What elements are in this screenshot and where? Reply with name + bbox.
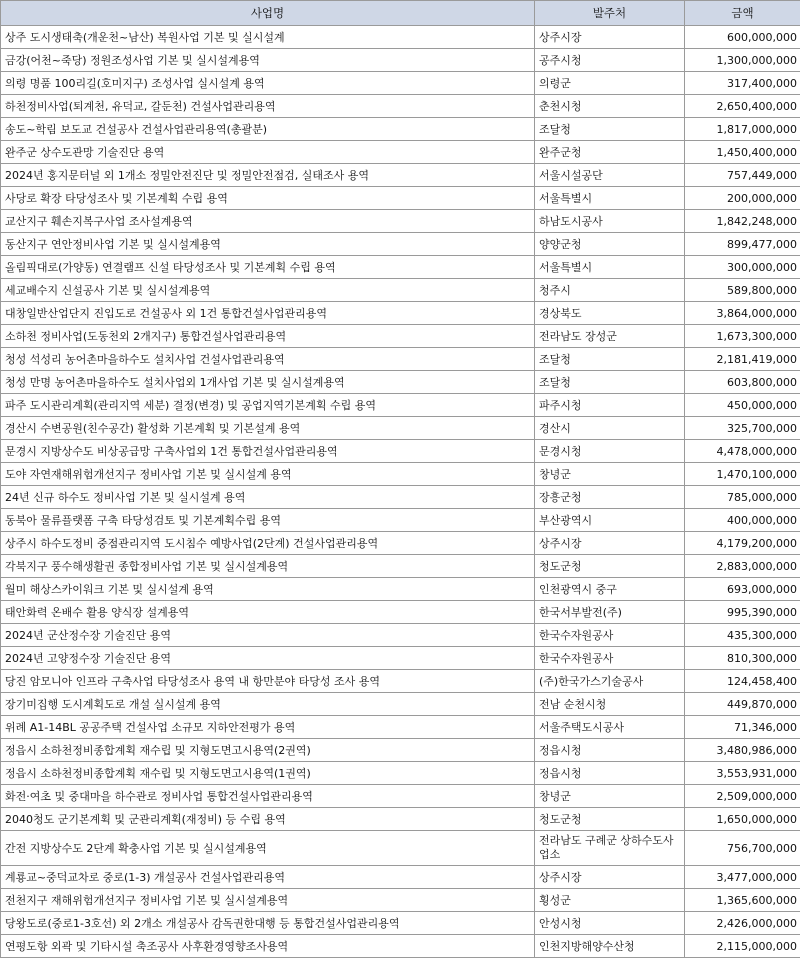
table-row: [1, 210, 800, 233]
amount-cell: 200,000,000: [685, 187, 800, 210]
project-name-cell: 경산시 수변공원(친수공간) 활성화 기본계획 및 기본설계 용역: [1, 417, 535, 440]
project-name-cell: 장기미집행 도시계획도로 개설 실시설계 용역: [1, 693, 535, 716]
amount-cell: 785,000,000: [685, 486, 800, 509]
client-cell: 전라남도 장성군: [535, 325, 685, 348]
project-name-cell: 의령 명품 100리길(호미지구) 조성사업 실시설계 용역: [1, 72, 535, 95]
column-header-client[interactable]: 발주처: [535, 1, 685, 26]
project-name-cell: 문경시 지방상수도 비상공급망 구축사업외 1건 통합건설사업관리용역: [1, 440, 535, 463]
amount-cell: 449,870,000: [685, 693, 800, 716]
amount-cell: 2,426,000,000: [685, 912, 800, 935]
client-cell: 완주군청: [535, 141, 685, 164]
project-name-cell: 전천지구 재해위험개선지구 정비사업 기본 및 실시설계용역: [1, 889, 535, 912]
client-cell: 창녕군: [535, 463, 685, 486]
project-name-cell: 화전·여초 및 중대마을 하수관로 정비사업 통합건설사업관리용역: [1, 785, 535, 808]
table-row: [1, 762, 800, 785]
amount-cell: 400,000,000: [685, 509, 800, 532]
client-cell: 인천지방해양수산청: [535, 935, 685, 958]
client-cell: 안성시청: [535, 912, 685, 935]
client-cell: 문경시청: [535, 440, 685, 463]
client-cell: 공주시청: [535, 49, 685, 72]
client-cell: 양양군청: [535, 233, 685, 256]
project-name-cell: 정읍시 소하천정비종합계획 재수립 및 지형도면고시용역(2권역): [1, 739, 535, 762]
client-cell: 부산광역시: [535, 509, 685, 532]
amount-cell: 1,842,248,000: [685, 210, 800, 233]
client-cell: 정읍시청: [535, 739, 685, 762]
table-row: [1, 578, 800, 601]
amount-cell: 4,179,200,000: [685, 532, 800, 555]
amount-cell: 1,650,000,000: [685, 808, 800, 831]
project-name-cell: 하천정비사업(퇴계천, 유덕교, 갈둔천) 건설사업관리용역: [1, 95, 535, 118]
amount-cell: 600,000,000: [685, 26, 800, 49]
amount-cell: 1,300,000,000: [685, 49, 800, 72]
project-name-cell: 세교배수지 신설공사 기본 및 실시설계용역: [1, 279, 535, 302]
amount-cell: 2,650,400,000: [685, 95, 800, 118]
client-cell: 하남도시공사: [535, 210, 685, 233]
amount-cell: 2,883,000,000: [685, 555, 800, 578]
amount-cell: 995,390,000: [685, 601, 800, 624]
project-name-cell: 상주 도시생태축(개운천~남산) 복원사업 기본 및 실시설계: [1, 26, 535, 49]
client-cell: 한국서부발전(주): [535, 601, 685, 624]
client-cell: 조달청: [535, 348, 685, 371]
table-row: [1, 486, 800, 509]
client-cell: 청도군청: [535, 555, 685, 578]
table-row: [1, 624, 800, 647]
amount-cell: 2,509,000,000: [685, 785, 800, 808]
table-row: [1, 647, 800, 670]
client-cell: 서울시설공단: [535, 164, 685, 187]
amount-cell: 810,300,000: [685, 647, 800, 670]
project-name-cell: 간전 지방상수도 2단계 확충사업 기본 및 실시설계용역: [1, 831, 535, 866]
table-row: [1, 118, 800, 141]
table-row: [1, 670, 800, 693]
amount-cell: 435,300,000: [685, 624, 800, 647]
project-name-cell: 2024년 홍지문터널 외 1개소 정밀안전진단 및 정밀안전점검, 실태조사 용역: [1, 164, 535, 187]
client-cell: 상주시장: [535, 532, 685, 555]
amount-cell: 4,478,000,000: [685, 440, 800, 463]
client-cell: (주)한국가스기술공사: [535, 670, 685, 693]
project-name-cell: 상주시 하수도정비 중점관리지역 도시침수 예방사업(2단계) 건설사업관리용역: [1, 532, 535, 555]
amount-cell: 757,449,000: [685, 164, 800, 187]
table-row: [1, 187, 800, 210]
table-row: [1, 739, 800, 762]
client-cell: 인천광역시 중구: [535, 578, 685, 601]
project-name-cell: 올림픽대로(가양동) 연결램프 신설 타당성조사 및 기본계획 수립 용역: [1, 256, 535, 279]
project-name-cell: 동북아 물류플랫폼 구축 타당성검토 및 기본계획수립 용역: [1, 509, 535, 532]
project-name-cell: 연평도항 외곽 및 기타시설 축조공사 사후환경영향조사용역: [1, 935, 535, 958]
table-row: [1, 164, 800, 187]
project-name-cell: 당왕도로(중로1-3호선) 외 2개소 개설공사 감독권한대행 등 통합건설사업관리용역: [1, 912, 535, 935]
table-row: [1, 325, 800, 348]
client-cell: 서울특별시: [535, 256, 685, 279]
table-row: [1, 808, 800, 831]
amount-cell: 124,458,400: [685, 670, 800, 693]
amount-cell: 71,346,000: [685, 716, 800, 739]
table-header: [1, 1, 800, 26]
client-cell: 춘천시청: [535, 95, 685, 118]
table-row: [1, 532, 800, 555]
table-row: [1, 601, 800, 624]
client-cell: 창녕군: [535, 785, 685, 808]
table-row: [1, 716, 800, 739]
project-name-cell: 대창일반산업단지 진입도로 건설공사 외 1건 통합건설사업관리용역: [1, 302, 535, 325]
client-cell: 청도군청: [535, 808, 685, 831]
project-name-cell: 2024년 고양정수장 기술진단 용역: [1, 647, 535, 670]
project-name-cell: 월미 해상스카이워크 기본 및 실시설계 용역: [1, 578, 535, 601]
project-name-cell: 청성 석성리 농어촌마을하수도 설치사업 건설사업관리용역: [1, 348, 535, 371]
project-name-cell: 태안화력 온배수 활용 양식장 설계용역: [1, 601, 535, 624]
table-row: [1, 555, 800, 578]
client-cell: 서울특별시: [535, 187, 685, 210]
table-row: [1, 831, 800, 866]
table-row: [1, 417, 800, 440]
project-name-cell: 교산지구 훼손지복구사업 조사설계용역: [1, 210, 535, 233]
table-row: [1, 935, 800, 958]
project-name-cell: 동산지구 연안정비사업 기본 및 실시설계용역: [1, 233, 535, 256]
amount-cell: 325,700,000: [685, 417, 800, 440]
amount-cell: 2,115,000,000: [685, 935, 800, 958]
amount-cell: 3,553,931,000: [685, 762, 800, 785]
client-cell: 서울주택도시공사: [535, 716, 685, 739]
amount-cell: 1,817,000,000: [685, 118, 800, 141]
project-name-cell: 사당로 확장 타당성조사 및 기본계획 수립 용역: [1, 187, 535, 210]
client-cell: 전라남도 구례군 상하수도사업소: [535, 831, 685, 866]
project-name-cell: 완주군 상수도관망 기술진단 용역: [1, 141, 535, 164]
project-name-cell: 소하천 정비사업(도동천외 2개지구) 통합건설사업관리용역: [1, 325, 535, 348]
table-row: [1, 26, 800, 49]
amount-cell: 2,181,419,000: [685, 348, 800, 371]
project-name-cell: 계룡교~중덕교차로 중로(1-3) 개설공사 건설사업관리용역: [1, 866, 535, 889]
client-cell: 경상북도: [535, 302, 685, 325]
table-row: [1, 889, 800, 912]
client-cell: 상주시장: [535, 26, 685, 49]
amount-cell: 1,470,100,000: [685, 463, 800, 486]
client-cell: 의령군: [535, 72, 685, 95]
client-cell: 조달청: [535, 371, 685, 394]
table-row: [1, 233, 800, 256]
project-name-cell: 당진 암모니아 인프라 구축사업 타당성조사 용역 내 항만분야 타당성 조사 용역: [1, 670, 535, 693]
client-cell: 청주시: [535, 279, 685, 302]
amount-cell: 3,477,000,000: [685, 866, 800, 889]
table-body: [1, 26, 800, 958]
amount-cell: 589,800,000: [685, 279, 800, 302]
client-cell: 상주시장: [535, 866, 685, 889]
client-cell: 한국수자원공사: [535, 624, 685, 647]
amount-cell: 317,400,000: [685, 72, 800, 95]
table-row: [1, 72, 800, 95]
table-row: [1, 95, 800, 118]
project-name-cell: 청성 만명 농어촌마을하수도 설치사업외 1개사업 기본 및 실시설계용역: [1, 371, 535, 394]
client-cell: 경산시: [535, 417, 685, 440]
project-name-cell: 위례 A1-14BL 공공주택 건설사업 소규모 지하안전평가 용역: [1, 716, 535, 739]
table-row: [1, 509, 800, 532]
amount-cell: 693,000,000: [685, 578, 800, 601]
client-cell: 전남 순천시청: [535, 693, 685, 716]
table-row: [1, 785, 800, 808]
table-row: [1, 302, 800, 325]
client-cell: 파주시청: [535, 394, 685, 417]
amount-cell: 756,700,000: [685, 831, 800, 866]
project-name-cell: 2040청도 군기본계획 및 군관리계획(재정비) 등 수립 용역: [1, 808, 535, 831]
amount-cell: 3,480,986,000: [685, 739, 800, 762]
amount-cell: 450,000,000: [685, 394, 800, 417]
project-name-cell: 각북지구 풍수해생활권 종합정비사업 기본 및 실시설계용역: [1, 555, 535, 578]
project-name-cell: 2024년 군산정수장 기술진단 용역: [1, 624, 535, 647]
project-name-cell: 송도~학림 보도교 건설공사 건설사업관리용역(총괄분): [1, 118, 535, 141]
table-row: [1, 693, 800, 716]
table-row: [1, 866, 800, 889]
amount-cell: 1,673,300,000: [685, 325, 800, 348]
table-row: [1, 141, 800, 164]
column-header-amount[interactable]: 금액: [685, 1, 800, 26]
client-cell: 장흥군청: [535, 486, 685, 509]
table-row: [1, 440, 800, 463]
client-cell: 한국수자원공사: [535, 647, 685, 670]
table-row: [1, 371, 800, 394]
table-row: [1, 912, 800, 935]
table-row: [1, 279, 800, 302]
project-name-cell: 24년 신규 하수도 정비사업 기본 및 실시설계 용역: [1, 486, 535, 509]
table-row: [1, 256, 800, 279]
client-cell: 횡성군: [535, 889, 685, 912]
column-header-project-name[interactable]: 사업명: [1, 1, 535, 26]
amount-cell: 300,000,000: [685, 256, 800, 279]
amount-cell: 899,477,000: [685, 233, 800, 256]
amount-cell: 603,800,000: [685, 371, 800, 394]
table-row: [1, 463, 800, 486]
amount-cell: 1,450,400,000: [685, 141, 800, 164]
table-row: [1, 348, 800, 371]
amount-cell: 1,365,600,000: [685, 889, 800, 912]
amount-cell: 3,864,000,000: [685, 302, 800, 325]
client-cell: 정읍시청: [535, 762, 685, 785]
table-row: [1, 394, 800, 417]
table-row: [1, 49, 800, 72]
project-name-cell: 파주 도시관리계획(관리지역 세분) 결정(변경) 및 공업지역기본계획 수립 용역: [1, 394, 535, 417]
project-name-cell: 금강(어천~죽당) 정원조성사업 기본 및 실시설계용역: [1, 49, 535, 72]
project-name-cell: 정읍시 소하천정비종합계획 재수립 및 지형도면고시용역(1권역): [1, 762, 535, 785]
client-cell: 조달청: [535, 118, 685, 141]
project-name-cell: 도야 자연재해위험개선지구 정비사업 기본 및 실시설계 용역: [1, 463, 535, 486]
